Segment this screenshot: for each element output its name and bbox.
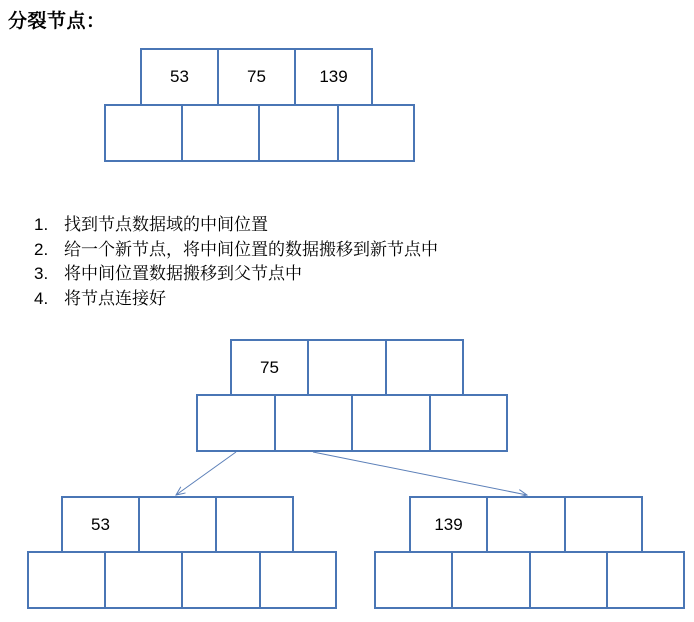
key-cell: 75 <box>217 48 296 106</box>
step-text: 给一个新节点，将中间位置的数据搬移到新节点中 <box>64 239 438 260</box>
step-text: 将中间位置数据搬移到父节点中 <box>64 264 302 284</box>
step-number: 1. <box>34 215 49 234</box>
key-cell: 53 <box>140 48 219 106</box>
key-cell: 139 <box>294 48 373 106</box>
arrow-to-left-child <box>176 452 236 495</box>
key-cell: 53 <box>61 496 140 553</box>
step-number: 3. <box>34 264 49 283</box>
arrow-to-right-child <box>313 452 527 495</box>
step-number: 4. <box>34 288 49 308</box>
step-text: 将节点连接好 <box>64 288 166 309</box>
key-cell: 139 <box>409 496 488 553</box>
page-title: 分裂节点： <box>8 10 106 32</box>
key-cell: 75 <box>230 339 309 396</box>
step-text: 找到节点数据域的中间位置 <box>64 215 268 235</box>
step-number: 2. <box>34 239 49 259</box>
